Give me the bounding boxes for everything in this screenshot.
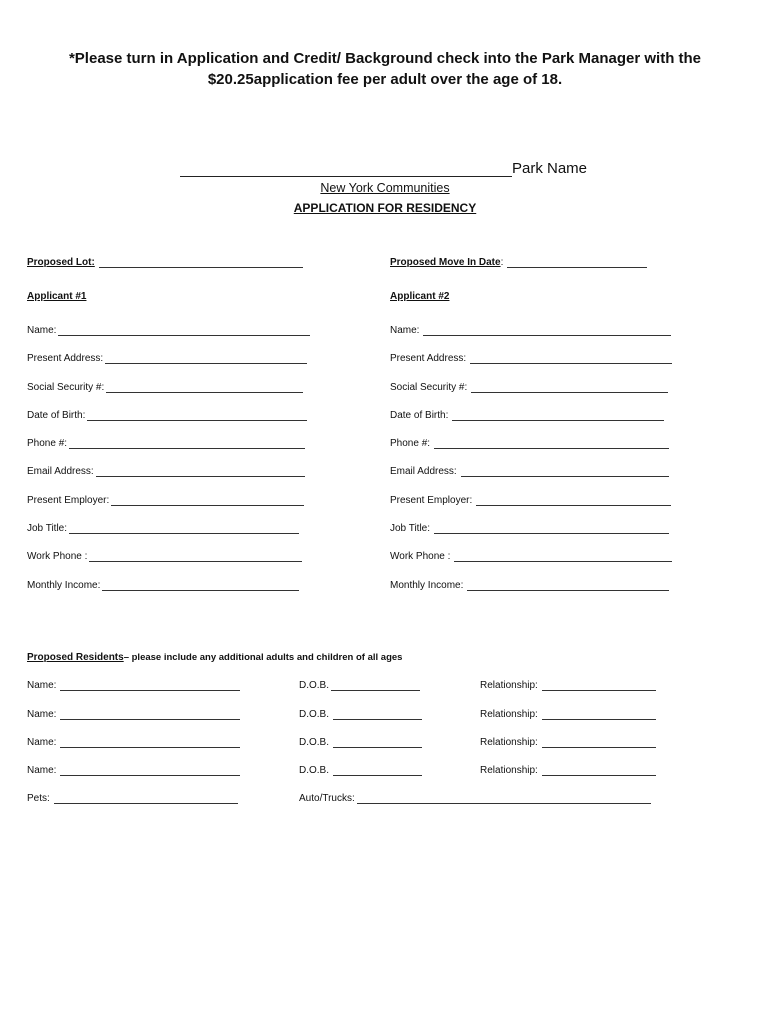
applicant-2-heading: Applicant #2 <box>390 291 450 302</box>
applicant-1-job-row <box>27 523 299 534</box>
move-in-label: Proposed Move In Date <box>390 257 501 268</box>
applicant-2-job-row <box>390 523 669 534</box>
autos-field[interactable] <box>357 793 651 804</box>
applicant-2-employer-row <box>390 495 671 506</box>
resident-1-relationship-field[interactable] <box>542 680 656 691</box>
field-label: Social Security #: <box>390 382 468 393</box>
field-label: Job Title: <box>27 523 68 534</box>
resident-2-dob-field[interactable] <box>333 709 422 720</box>
applicant-2-income-row <box>390 580 669 591</box>
applicant-1-email-row <box>27 466 305 477</box>
field-label: Monthly Income: <box>27 580 101 591</box>
field-label: Work Phone : <box>27 551 88 562</box>
residents-heading: Proposed Residents <box>27 652 124 663</box>
applicant-1-email-field[interactable] <box>96 466 305 477</box>
pets-field[interactable] <box>54 793 238 804</box>
residents-hint: – please include any additional adults and children of all ages <box>123 652 403 663</box>
proposed-lot-field[interactable] <box>99 257 303 268</box>
resident-3-name-row <box>27 737 240 748</box>
field-label: Date of Birth: <box>390 410 449 421</box>
applicant-2-address-row <box>390 353 672 364</box>
resident-2-relationship-field[interactable] <box>542 709 656 720</box>
field-label: Date of Birth: <box>27 410 86 421</box>
field-label: D.O.B. <box>299 709 330 720</box>
applicant-1-employer-row <box>27 495 304 506</box>
applicant-1-ssn-row <box>27 382 303 393</box>
field-label: Name: <box>27 765 57 776</box>
applicant-1-name-field[interactable] <box>58 325 310 336</box>
applicant-2-name-row <box>390 325 671 336</box>
park-name-field[interactable] <box>180 158 512 177</box>
field-label: D.O.B. <box>299 765 330 776</box>
applicant-2-dob-row <box>390 410 664 421</box>
applicant-2-email-row <box>390 466 669 477</box>
applicant-1-ssn-field[interactable] <box>106 382 303 393</box>
form-title: APPLICATION FOR RESIDENCY <box>293 201 477 215</box>
applicant-2-income-field[interactable] <box>467 580 669 591</box>
move-in-row <box>390 257 647 268</box>
field-label: Present Employer: <box>27 495 110 506</box>
field-label: Social Security #: <box>27 382 105 393</box>
park-name-label: Park Name <box>512 160 588 177</box>
field-label: Name: <box>27 737 57 748</box>
applicant-1-phone-row <box>27 438 305 449</box>
resident-2-relationship-row <box>480 709 656 720</box>
field-label: Name: <box>27 680 57 691</box>
resident-3-relationship-row <box>480 737 656 748</box>
applicant-1-name-row <box>27 325 310 336</box>
field-label: Email Address: <box>27 466 94 477</box>
resident-4-name-field[interactable] <box>60 765 240 776</box>
applicant-1-heading: Applicant #1 <box>27 291 87 302</box>
resident-2-name-row <box>27 709 240 720</box>
resident-1-dob-row <box>299 680 420 691</box>
field-label: Relationship: <box>480 680 538 691</box>
residents-heading-row <box>27 652 402 663</box>
applicant-2-employer-field[interactable] <box>476 495 671 506</box>
applicant-1-employer-field[interactable] <box>111 495 304 506</box>
resident-2-name-field[interactable] <box>60 709 240 720</box>
resident-3-dob-field[interactable] <box>333 737 422 748</box>
resident-3-dob-row <box>299 737 422 748</box>
resident-4-dob-field[interactable] <box>333 765 422 776</box>
applicant-2-dob-field[interactable] <box>452 410 664 421</box>
move-in-field[interactable] <box>507 257 647 268</box>
applicant-1-income-row <box>27 580 299 591</box>
applicant-2-phone-row <box>390 438 669 449</box>
applicant-1-job-field[interactable] <box>69 523 299 534</box>
resident-4-relationship-field[interactable] <box>542 765 656 776</box>
resident-4-relationship-row <box>480 765 656 776</box>
company-name: New York Communities <box>320 181 450 195</box>
field-label: Monthly Income: <box>390 580 464 591</box>
applicant-1-income-field[interactable] <box>102 580 299 591</box>
park-name-row <box>180 158 587 177</box>
proposed-lot-row <box>27 257 303 268</box>
field-label: Present Address: <box>390 353 467 364</box>
submission-notice <box>0 48 770 90</box>
resident-3-name-field[interactable] <box>60 737 240 748</box>
field-label: Phone #: <box>390 438 431 449</box>
applicant-2-ssn-field[interactable] <box>471 382 668 393</box>
applicant-2-work-phone-row <box>390 551 672 562</box>
applicant-1-dob-field[interactable] <box>87 410 307 421</box>
pets-row <box>27 793 238 804</box>
applicant-2-work-phone-field[interactable] <box>454 551 672 562</box>
field-label: Email Address: <box>390 466 457 477</box>
notice-line-1: *Please turn in Application and Credit/ Background check into the Park Manager with the <box>68 50 702 67</box>
resident-1-dob-field[interactable] <box>331 680 420 691</box>
resident-1-name-row <box>27 680 240 691</box>
field-label: Relationship: <box>480 765 538 776</box>
applicant-1-address-field[interactable] <box>105 353 307 364</box>
field-label: D.O.B. <box>299 737 330 748</box>
resident-1-name-field[interactable] <box>60 680 240 691</box>
field-label: Present Employer: <box>390 495 473 506</box>
autos-row <box>299 793 651 804</box>
autos-label: Auto/Trucks: <box>299 793 355 804</box>
applicant-2-email-field[interactable] <box>461 466 669 477</box>
resident-1-relationship-row <box>480 680 656 691</box>
field-label: Name: <box>27 325 57 336</box>
pets-label: Pets: <box>27 793 50 804</box>
resident-2-dob-row <box>299 709 422 720</box>
resident-4-name-row <box>27 765 240 776</box>
applicant-2-ssn-row <box>390 382 668 393</box>
applicant-1-work-phone-field[interactable] <box>89 551 302 562</box>
resident-4-dob-row <box>299 765 422 776</box>
field-label: Name: <box>390 325 420 336</box>
field-label: Phone #: <box>27 438 68 449</box>
applicant-2-name-field[interactable] <box>423 325 671 336</box>
applicant-1-phone-field[interactable] <box>69 438 305 449</box>
applicant-2-address-field[interactable] <box>470 353 672 364</box>
applicant-1-work-phone-row <box>27 551 302 562</box>
proposed-lot-label: Proposed Lot: <box>27 257 95 268</box>
move-in-colon: : <box>500 257 504 268</box>
applicant-2-phone-field[interactable] <box>434 438 669 449</box>
applicant-2-job-field[interactable] <box>434 523 669 534</box>
field-label: Name: <box>27 709 57 720</box>
field-label: Job Title: <box>390 523 431 534</box>
applicant-1-address-row <box>27 353 307 364</box>
field-label: D.O.B. <box>299 680 330 691</box>
field-label: Relationship: <box>480 737 538 748</box>
field-label: Present Address: <box>27 353 104 364</box>
applicant-1-dob-row <box>27 410 307 421</box>
resident-3-relationship-field[interactable] <box>542 737 656 748</box>
field-label: Work Phone : <box>390 551 451 562</box>
field-label: Relationship: <box>480 709 538 720</box>
notice-line-2: $20.25application fee per adult over the age of 18. <box>207 71 563 88</box>
